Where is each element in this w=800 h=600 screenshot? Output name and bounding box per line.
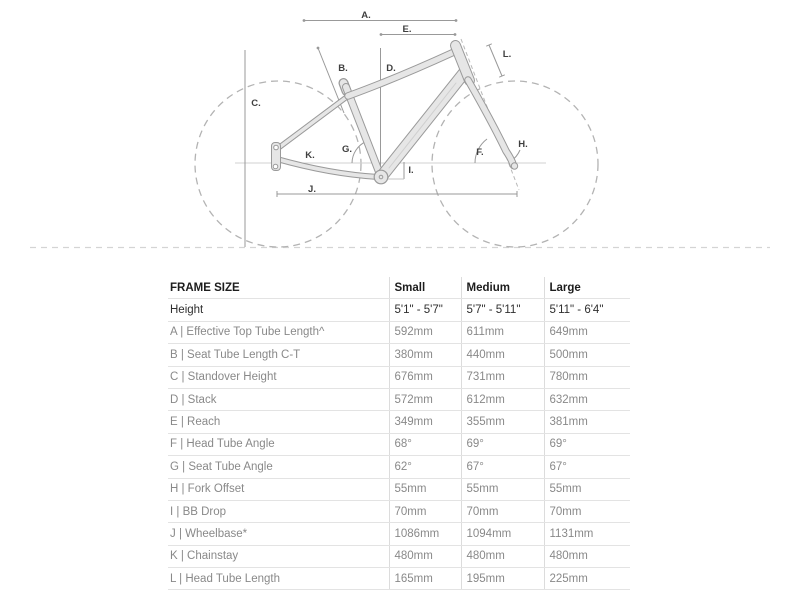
front-dropout [511,163,517,169]
diagram-label-f: F. [476,147,484,158]
bike-geometry-diagram [0,0,800,262]
frame-size-table-wrap [168,277,630,590]
row-value: 381mm [544,411,630,433]
row-label: D | Stack [168,388,389,410]
row-value: 480mm [461,545,544,567]
table-header-row [168,277,630,299]
row-value: 55mm [461,478,544,500]
row-value: 780mm [544,366,630,388]
frame-size-table [168,277,630,590]
row-label: A | Effective Top Tube Length^ [168,321,389,343]
table-row [168,568,630,590]
table-row [168,523,630,545]
row-value: 440mm [461,344,544,366]
row-label: E | Reach [168,411,389,433]
column-header-small: Small [389,277,461,299]
height-medium: 5'7" - 5'11" [461,299,544,321]
table-row [168,456,630,478]
row-value: 611mm [461,321,544,343]
height-row-label: Height [168,299,389,321]
row-label: I | BB Drop [168,500,389,522]
row-value: 480mm [389,545,461,567]
row-value: 69° [461,433,544,455]
diagram-label-d: D. [386,63,396,74]
table-row [168,478,630,500]
column-header-large: Large [544,277,630,299]
row-value: 612mm [461,388,544,410]
row-label: L | Head Tube Length [168,568,389,590]
bottom-bracket [374,170,388,184]
row-value: 55mm [544,478,630,500]
diagram-label-a: A. [361,10,371,21]
row-label: C | Standover Height [168,366,389,388]
row-value: 1086mm [389,523,461,545]
row-value: 69° [544,433,630,455]
row-label: J | Wheelbase* [168,523,389,545]
row-label: K | Chainstay [168,545,389,567]
row-value: 165mm [389,568,461,590]
diagram-label-k: K. [305,150,315,161]
column-header-medium: Medium [461,277,544,299]
row-value: 592mm [389,321,461,343]
row-label: G | Seat Tube Angle [168,456,389,478]
height-row [168,299,630,321]
row-value: 355mm [461,411,544,433]
row-value: 1094mm [461,523,544,545]
table-row [168,545,630,567]
row-label: H | Fork Offset [168,478,389,500]
diagram-label-g: G. [341,144,353,155]
row-value: 572mm [389,388,461,410]
diagram-label-h: H. [518,139,528,150]
table-row [168,388,630,410]
table-row [168,366,630,388]
row-value: 70mm [461,500,544,522]
table-row [168,321,630,343]
row-value: 67° [544,456,630,478]
spec-table-body [168,299,630,590]
row-label: F | Head Tube Angle [168,433,389,455]
diagram-label-j: J. [308,184,316,195]
row-value: 731mm [461,366,544,388]
diagram-label-b: B. [338,63,348,74]
row-value: 195mm [461,568,544,590]
row-value: 62° [389,456,461,478]
diagram-label-l: L. [502,49,512,60]
diagram-label-e: E. [402,24,412,35]
row-value: 632mm [544,388,630,410]
table-row [168,411,630,433]
row-value: 70mm [544,500,630,522]
row-value: 500mm [544,344,630,366]
row-value: 1131mm [544,523,630,545]
row-value: 68° [389,433,461,455]
table-row [168,433,630,455]
row-value: 55mm [389,478,461,500]
row-label: B | Seat Tube Length C-T [168,344,389,366]
height-large: 5'11" - 6'4" [544,299,630,321]
row-value: 480mm [544,545,630,567]
row-value: 676mm [389,366,461,388]
table-row [168,500,630,522]
row-value: 349mm [389,411,461,433]
diagram-label-i: I. [408,165,414,176]
height-small: 5'1" - 5'7" [389,299,461,321]
row-value: 649mm [544,321,630,343]
row-value: 70mm [389,500,461,522]
dimension-lines [245,19,520,247]
frame-size-header: FRAME SIZE [168,277,389,299]
row-value: 67° [461,456,544,478]
diagram-label-c: C. [251,98,261,109]
table-row [168,344,630,366]
row-value: 225mm [544,568,630,590]
row-value: 380mm [389,344,461,366]
